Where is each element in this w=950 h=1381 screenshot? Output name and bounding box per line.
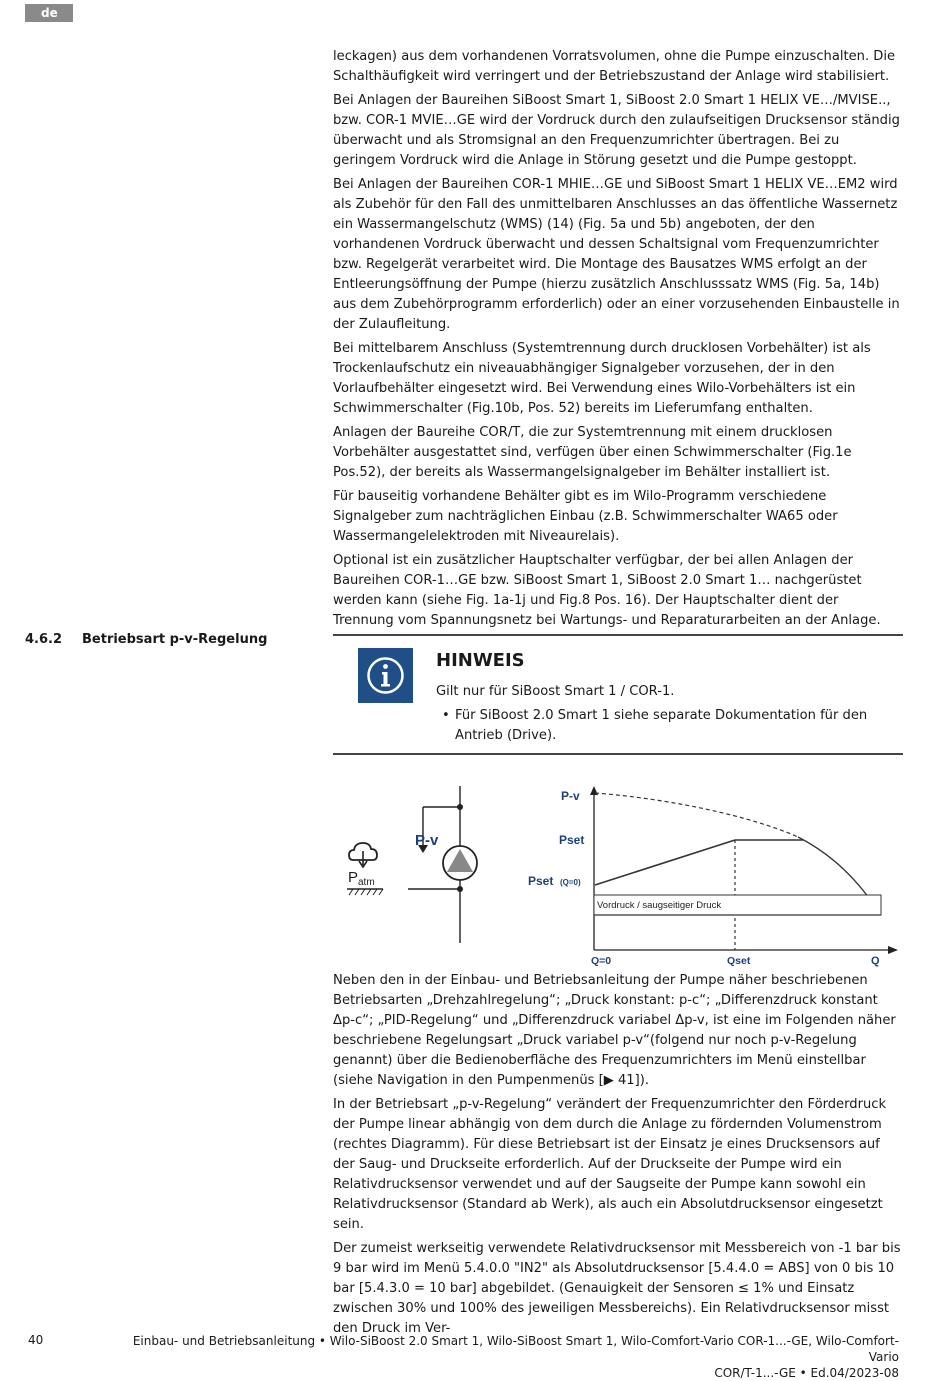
suction-pressure-label: Vordruck / saugseitiger Druck	[597, 900, 722, 911]
y-axis-label: P-v	[561, 789, 580, 803]
pump-curve-dashed	[595, 793, 798, 837]
paragraph: In der Betriebsart „p-v-Regelung“ verändert der Frequenzumrichter den Förderdruck der Pumpe linear abhängig von dem durch die Anlage zu fördernden Volumenstrom (rechtes Diagramm). Für diese Betriebsart ist der Einsatz je eines Drucksensors auf der Saug- und Druckseite erforderlich. Auf der Druckseite der Pumpe wird ein Relativdrucksensor verwendet und auf der Saugseite der Pumpe kann sowohl ein Relativdrucksensor (Standard ab Werk), als auch ein Absolutdrucksensor eingesetzt sein.	[333, 1097, 887, 1232]
pset-q0-subscript: (Q=0)	[560, 878, 581, 887]
paragraph: Für bauseitig vorhandene Behälter gibt es im Wilo-Programm verschiedene Signalgeber zum nachträglichen Einbau (z.B. Schwimmerschalter WA65 oder Wassermangelelektroden mit Niveaurelais).	[333, 489, 838, 544]
section-title: Betriebsart p-v-Regelung	[82, 632, 268, 647]
patm-subscript: atm	[358, 877, 375, 888]
info-icon	[358, 648, 413, 703]
pump-schematic	[347, 786, 477, 943]
paragraph: Optional ist ein zusätzlicher Hauptschalter verfügbar, der bei allen Anlagen der Baureihen COR-1…GE bzw. SiBoost Smart 1, SiBoost 2.0 Smart 1… nachgerüstet werden kann (siehe Fig. 1a-1j und Fig.8 Pos. 16). Der Hauptschalter dient der Trennung vom Spannungsnetz bei Wartungs- und Reparaturarbeiten an der Anlage.	[333, 553, 881, 628]
hint-bullet	[442, 706, 892, 746]
footer-line-1: Einbau- und Betriebsanleitung • Wilo-SiBoost 2.0 Smart 1, Wilo-SiBoost Smart 1, Wilo-Comfort-Vario COR-1...-GE, Wilo-Comfort-Vario	[132, 1334, 899, 1364]
footer-line-2: COR/T-1...-GE • Ed.04/2023-08	[714, 1366, 899, 1380]
pv-diagram	[528, 786, 898, 967]
language-tab: de	[25, 4, 73, 22]
ground-hatch	[349, 889, 383, 895]
top-text-column	[333, 47, 903, 635]
pv-figure-drawing	[333, 775, 903, 970]
pset-q0-label: Pset	[528, 874, 554, 888]
patm-label: P	[348, 869, 359, 886]
hint-title: HINWEIS	[436, 650, 525, 671]
footer	[119, 1333, 899, 1381]
paragraph: Bei Anlagen der Baureihen SiBoost Smart 1, SiBoost 2.0 Smart 1 HELIX VE…/MVISE.., bzw. COR-1 MVIE…GE wird der Vordruck durch den zulaufseitigen Drucksensor ständig überwacht und als Stromsignal an den Frequenzumrichter übertragen. Bei zu geringem Vordruck wird die Anlage in Störung gesetzt und die Pumpe gestoppt.	[333, 93, 900, 168]
section-number: 4.6.2	[25, 632, 63, 647]
paragraph: Bei Anlagen der Baureihen COR-1 MHIE…GE und SiBoost Smart 1 HELIX VE…EM2 wird als Zubehör für den Fall des unmittelbaren Anschlusses an das öffentliche Wassernetz ein Wassermangelschutz (WMS) (14) (Fig. 5a und 5b) angeboten, der den vorhandenen Vordruck überwacht und dessen Schaltsignal vom Frequenzumrichter bzw. Regelgerät verarbeitet wird. Die Montage des Bausatzes WMS erfolgt an der Entleerungsöffnung der Pumpe (hierzu zusätzlich Anschlusssatz WMS (Fig. 5a, 14b) aus dem Zubehörprogramm erforderlich) oder an einer vorzusehenden Einbaustelle in der Zulaufleitung.	[333, 177, 900, 332]
patm-dot	[457, 886, 463, 892]
hint-bullet-text: Für SiBoost 2.0 Smart 1 siehe separate Dokumentation für den Antrieb (Drive).	[455, 708, 868, 743]
paragraph: Der zumeist werkseitig verwendete Relativdrucksensor mit Messbereich von -1 bar bis 9 bar wird im Menü 5.4.0.0 "IN2" als Absolutdrucksensor [5.4.4.0 = ABS] von 0 bis 10 bar [5.4.3.0 = 10 bar] abgebildet. (Genauigkeit der Sensoren ≤ 1% und Einsatz zwischen 30% und 100% des jeweiligen Messbereichs). Ein Relativdrucksensor misst den Druck im Ver-	[333, 1241, 901, 1336]
pset-label: Pset	[559, 833, 585, 847]
paragraph: Neben den in der Einbau- und Betriebsanleitung der Pumpe näher beschriebenen Betriebsarten „Drehzahlregelung“; „Druck konstant: p-c“; „Differenzdruck konstant Δp-c“; „PID-Regelung“ und „Differenzdruck variabel Δp-v, ist eine im Folgenden näher beschriebene Regelungsart „Druck variabel p-v“(folgend nur noch p-v-Regelung genannt) über die Bedienoberfläche des Frequenzumrichters im Menü einstellbar (siehe Navigation in den Pumpenmenüs [▶ 41]).	[333, 973, 896, 1088]
bullet-symbol: •	[442, 708, 450, 723]
pv-dot	[457, 804, 463, 810]
bottom-text-column	[333, 971, 903, 1343]
x-tick-qset: Qset	[727, 955, 751, 967]
x-axis-label: Q	[871, 955, 880, 967]
x-tick-q0: Q=0	[591, 955, 612, 967]
x-axis-arrow	[888, 946, 898, 954]
paragraph: Anlagen der Baureihe COR/T, die zur Systemtrennung mit einem drucklosen Vorbehälter ausgestattet sind, verfügen über einen Schwimmerschalter (Fig.1e Pos.52), der bereits als Wassermangelsignalgeber im Behälter installiert ist.	[333, 425, 852, 480]
hint-box	[333, 634, 903, 755]
page-number: 40	[28, 1333, 44, 1347]
paragraph: Bei mittelbarem Anschluss (Systemtrennung durch drucklosen Vorbehälter) ist als Trockenlaufschutz ein niveauabhängiger Signalgeber vorzusehen, der in den Vorlaufbehälter eingesetzt wird. Bei Verwendung eines Wilo-Vorbehälters ist ein Schwimmerschalter (Fig.10b, Pos. 52) bereits im Lieferumfang enthalten.	[333, 341, 871, 416]
paragraph: leckagen) aus dem vorhandenen Vorratsvolumen, ohne die Pumpe einzuschalten. Die Schalthäufigkeit wird verringert und der Betriebszustand der Anlage wird stabilisiert.	[333, 49, 896, 84]
pv-ramp-line	[595, 840, 735, 885]
hint-text: Gilt nur für SiBoost Smart 1 / COR-1.	[436, 684, 675, 699]
pv-figure	[333, 775, 903, 970]
pv-label: P-v	[415, 832, 439, 849]
